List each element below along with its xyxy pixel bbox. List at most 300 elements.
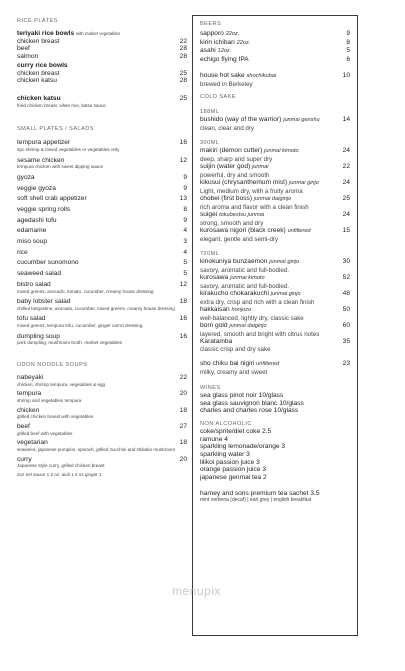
item-row [200, 258, 350, 267]
item-price: 24 [342, 146, 350, 154]
item-name [17, 206, 179, 214]
item-description: brewed in Berkeley [200, 80, 253, 88]
item-name-text: baby lobster salad [17, 298, 71, 306]
item-row [200, 338, 350, 346]
menu-item [200, 47, 350, 56]
menu-item: house hot sake shochikubai 10 [200, 71, 350, 79]
item-name [200, 147, 339, 156]
item-style: junmai ginjo [270, 290, 301, 297]
menu-item [17, 374, 187, 387]
item-price: 16 [179, 139, 187, 147]
menu-item [200, 163, 350, 179]
item-style: junmai daiginjo [253, 195, 292, 202]
item-price: 50 [342, 305, 350, 313]
item-price: 24 [342, 210, 350, 218]
item-row [200, 290, 350, 299]
item-name-text: bushido (way of the warrior) [200, 115, 282, 123]
item-row [200, 116, 350, 125]
item-price: 9 [183, 216, 187, 224]
item-price: 9 [183, 184, 187, 192]
item-row [17, 238, 187, 246]
menu-item [200, 195, 350, 211]
item-price: 8 [346, 38, 350, 46]
item-name-text: makiri (demon cutter) [200, 146, 263, 154]
teriyaki-bowls-title: teriyaki rice bowls with market vegetables [17, 30, 120, 37]
item-description: Light, medium dry, with a fruity aroma [200, 187, 303, 195]
item-name: sparkling water 3 [200, 451, 250, 459]
menu-item [200, 443, 350, 451]
item-name [17, 259, 179, 267]
item-name [17, 407, 176, 415]
item-row [17, 439, 187, 447]
item-name: ramune 4 [200, 435, 228, 443]
item-price: 9 [346, 30, 350, 37]
menu-item [17, 53, 187, 61]
item-row [17, 53, 187, 61]
menu-item [17, 238, 187, 246]
menu-item [17, 333, 187, 346]
menu-item [200, 274, 350, 290]
menu-item [200, 179, 350, 195]
item-name-text: sapporo [200, 30, 224, 37]
item-price: 5 [183, 259, 187, 267]
menu-item [17, 259, 187, 267]
item-price: 13 [179, 195, 187, 203]
item-name [200, 290, 339, 299]
item-price: 9 [183, 173, 187, 181]
item-row [17, 374, 187, 382]
item-price: 16 [179, 315, 187, 323]
item-description: 2pc shrimp & mixed vegetables or vegetables only [17, 146, 120, 152]
item-price: 10/glass [273, 407, 299, 415]
sake-size-heading: 300ML [200, 139, 220, 146]
item-name-text: cucumber sunomono [17, 259, 79, 267]
item-price: 4 [183, 248, 187, 256]
item-name-text: chicken [17, 406, 40, 414]
item-style: unfiltered [287, 227, 311, 234]
rice-plates-section [17, 18, 187, 108]
item-name-text: agedashi tofu [17, 216, 57, 224]
item-name: sparkling lemonade/orange 3 [200, 443, 286, 451]
menu-item [200, 30, 350, 39]
menu-item [200, 211, 350, 227]
item-name-text: veggie gyoza [17, 184, 56, 192]
item-name [200, 400, 350, 408]
menu-item [200, 39, 350, 48]
menu-item [200, 227, 350, 243]
item-name [200, 30, 342, 39]
item-name [17, 227, 179, 235]
item-name [200, 338, 339, 346]
item-name-text: curry [17, 455, 32, 463]
item-row [200, 322, 350, 331]
menu-item [17, 157, 187, 170]
item-row [17, 206, 187, 214]
item-description: pork dumpling, mushroom broth, market vegetables [17, 340, 122, 346]
item-name-text: suijin (water god) [200, 162, 251, 170]
item-name-text: miso soup [17, 238, 48, 246]
menu-item [200, 258, 350, 274]
menu-item [200, 147, 350, 163]
item-name [17, 77, 176, 85]
menu-item [200, 428, 350, 436]
section-heading: WINES [200, 384, 221, 391]
item-name-text: asahi [200, 47, 216, 55]
item-name-text: kinokuniya bunzaemon [200, 257, 268, 265]
item-name [17, 157, 176, 165]
item-name [200, 306, 339, 315]
menu-item [17, 270, 187, 278]
item-price: 10/glass [258, 391, 284, 399]
item-name [200, 47, 342, 56]
item-name-text: tempura [17, 390, 42, 398]
menu-item [17, 281, 187, 294]
item-price: 52 [342, 273, 350, 281]
item-price: 48 [342, 289, 350, 297]
item-description: milky, creamy and sweet [200, 368, 268, 376]
menu-item [17, 315, 187, 328]
item-row [17, 227, 187, 235]
menu-item [200, 459, 350, 467]
item-price: 16 [179, 332, 187, 340]
item-style: junmai [252, 163, 269, 170]
section-heading: RICE PLATES [17, 18, 58, 24]
item-name-text: soft shell crab appetizer [17, 195, 87, 203]
item-name-text: Karatamba [200, 337, 233, 345]
item-row [17, 45, 187, 53]
menu-item [17, 45, 187, 53]
item-name [17, 439, 176, 447]
item-name-text: chicken breast [17, 69, 60, 77]
item-name-text: rice [17, 248, 28, 256]
curry-bowls-title: curry rice bowls [17, 61, 68, 69]
item-name-text: tofu salad [17, 315, 46, 323]
item-row [17, 315, 187, 323]
section-heading: COLD SAKE [200, 93, 237, 100]
menu-item [17, 195, 187, 203]
item-name [17, 53, 176, 61]
item-price: 22 [179, 37, 187, 45]
item-name-text: born gold [200, 321, 228, 329]
menu-item [17, 38, 187, 46]
item-row [17, 423, 187, 431]
item-size: 22oz. [236, 39, 251, 46]
item-name [17, 270, 179, 278]
item-name: orange passion juice 3 [200, 466, 266, 474]
item-name-text: kirakucho chokarakuchi [200, 289, 269, 297]
item-row [17, 174, 187, 182]
item-price: 27 [179, 422, 187, 430]
item-name [200, 392, 350, 400]
item-price: 12 [179, 280, 187, 288]
item-row [17, 185, 187, 193]
item-name-text: bistro salad [17, 280, 51, 288]
item-style: junmai kimoto [230, 274, 265, 281]
item-name-text: dumpling soup [17, 332, 60, 340]
item-row [17, 259, 187, 267]
menu-item [17, 217, 187, 225]
item-description: deep, sharp and super dry [200, 155, 273, 163]
item-name: japanese genmai tea 2 [200, 474, 267, 482]
item-description: chilled langostine, avocado, cucumber, mixed greens, creamy house dressing [17, 305, 175, 311]
menu-item [17, 227, 187, 235]
item-description: mixed greens, avocado, tomato, cucumber, creamy house dressing [17, 288, 154, 294]
item-description: rich aroma and flavor with a clean finish [200, 203, 309, 211]
menu-item [17, 70, 187, 78]
item-row [17, 407, 187, 415]
menu-item [17, 298, 187, 311]
item-name [200, 211, 339, 220]
sake-size-heading: 720ML [200, 250, 220, 257]
item-name-text: beef [17, 422, 30, 430]
item-price: 3 [183, 238, 187, 246]
item-name [17, 456, 176, 464]
item-name [17, 390, 176, 398]
item-name-text: sesame chicken [17, 156, 65, 164]
menu-item [200, 56, 350, 64]
item-price: 28 [179, 77, 187, 85]
item-price: 35 [342, 337, 350, 345]
item-price: 25 [342, 194, 350, 202]
menu-item [200, 322, 350, 338]
item-name-text: vegetarian [17, 439, 48, 447]
watermark: menupix [172, 584, 221, 598]
item-description: savory, aromatic and full-bodied. [200, 266, 289, 274]
item-row [17, 77, 187, 85]
item-name [17, 195, 176, 203]
item-name [200, 258, 339, 267]
item-description: powerful, dry and smooth [200, 171, 270, 179]
menu-item [200, 474, 350, 482]
item-name-text: veggie spring rolls [17, 205, 71, 213]
item-name-text: edamame [17, 227, 47, 235]
item-price: 28 [179, 53, 187, 61]
item-row [200, 47, 350, 56]
item-name-text: kurosawa nigori (black creek) [200, 226, 286, 234]
menu-item [200, 451, 350, 459]
item-row [200, 30, 350, 39]
item-name [17, 281, 176, 289]
item-name [17, 333, 176, 341]
item-description: shrimp and vegetables tempura [17, 398, 82, 404]
item-style: junmai kimoto [264, 147, 299, 154]
item-name-text: chicken breast [17, 37, 60, 45]
item-price: 30 [342, 257, 350, 265]
item-name [17, 238, 179, 246]
item-price: 12 [179, 156, 187, 164]
item-name [200, 195, 339, 204]
item-name-text: beef [17, 45, 30, 53]
item-row [17, 281, 187, 289]
item-name-text: charles and charles rose [200, 407, 272, 415]
menu-item [17, 139, 187, 152]
item-row [200, 39, 350, 48]
item-description: classic crisp and dry sake [200, 345, 271, 353]
item-row [17, 270, 187, 278]
item-name-text: kirin ichiban [200, 38, 235, 46]
menu-item [17, 390, 187, 403]
item-name [200, 179, 339, 188]
item-row [200, 306, 350, 315]
item-price: 20 [179, 455, 187, 463]
item-price: 18 [179, 298, 187, 306]
item-price: 14 [342, 115, 350, 123]
section-heading: NON ALCOHOLIC [200, 420, 252, 427]
item-price: 18 [179, 406, 187, 414]
item-row [17, 249, 187, 257]
item-row [200, 147, 350, 156]
addons-line: 2oz eel sauce 1 2 oz. aioli 1 2 oz ginger 1 [17, 471, 102, 477]
menu-item [17, 423, 187, 436]
item-price: 8 [183, 205, 187, 213]
item-price: 6 [346, 56, 350, 64]
item-name-text: nabeyaki [17, 374, 44, 382]
section-heading: UDON NOODLE SOUPS [17, 362, 88, 369]
item-name [17, 139, 176, 147]
menu-item [200, 392, 350, 400]
menu-item [17, 77, 187, 85]
item-name-text: tempura appetizer [17, 139, 71, 147]
item-description: seaweed, japanese pumpkin, spinach, grilled zucchini and shiitake mushroom [17, 446, 176, 452]
item-name-text: sea glass sauvignon blanc [200, 399, 278, 407]
item-style: tokubestsu junmai [219, 211, 265, 218]
item-name-text: hakkaisan [200, 305, 230, 313]
item-price: 22 [179, 374, 187, 382]
sake-size-heading: 188ML [200, 108, 220, 115]
menu-item [17, 407, 187, 420]
item-style: honjozo [231, 306, 252, 313]
item-name-text: sea glass pinot noir [200, 391, 257, 399]
item-style: junmai ginjo [269, 258, 300, 265]
item-price: 22 [342, 162, 350, 170]
left-column [17, 18, 187, 477]
item-row [17, 456, 187, 464]
item-name [200, 407, 350, 415]
item-style: junmai ginjo [289, 179, 319, 186]
item-name-text: chobei (first boss) [200, 194, 253, 202]
item-row [200, 274, 350, 283]
menu-item [17, 206, 187, 214]
menu-item [17, 439, 187, 452]
item-name-text: suigei [200, 210, 218, 218]
menu-item [200, 116, 350, 132]
item-price: 24 [342, 178, 350, 186]
menu-item [17, 456, 187, 469]
drinks-box [192, 15, 358, 636]
item-price: 18 [179, 439, 187, 447]
item-name [200, 227, 339, 236]
item-name [200, 322, 339, 331]
menu-item [200, 407, 350, 415]
item-name [17, 423, 176, 431]
menu-item [200, 466, 350, 474]
item-row [200, 195, 350, 204]
item-name [17, 185, 179, 193]
item-name [200, 163, 339, 172]
item-row [17, 70, 187, 78]
small-plates-section [17, 126, 187, 346]
item-description: extra dry, crisp and rich with a clean finish [200, 298, 315, 306]
item-row [17, 195, 187, 203]
item-size: 22oz. [225, 31, 240, 37]
menu-item: harney and sons premium tea sachet 3.5 [200, 489, 320, 497]
item-name [200, 274, 339, 283]
item-price: 20 [179, 390, 187, 398]
item-description: savory, aromatic and full-bodied. [200, 282, 289, 290]
item-row [17, 390, 187, 398]
item-name-text: salmon [17, 53, 39, 61]
item-description: mixed greens, tempura tofu, cucumber, ginger carrot dressing [17, 323, 143, 329]
item-name-text: gyoza [17, 173, 35, 181]
item-name [17, 374, 176, 382]
menu-item [200, 290, 350, 306]
item-description: chicken, shrimp tempura, vegetables & egg [17, 381, 106, 387]
item-row [200, 227, 350, 236]
item-name [17, 217, 179, 225]
item-price: 15 [342, 226, 350, 234]
item-price: 5 [183, 270, 187, 278]
item-row [200, 56, 350, 64]
item-description: elegant, gentle and semi-dry [200, 235, 279, 243]
item-price: 25 [179, 69, 187, 77]
item-description: tempura chicken with sweet dipping sauce [17, 164, 104, 170]
item-name [200, 116, 339, 125]
item-name [17, 298, 176, 306]
item-price: 60 [342, 321, 350, 329]
item-name-text: kurosawa [200, 273, 229, 281]
item-description: well-balanced, lightly dry, classic sake [200, 314, 304, 322]
item-name-text: seaweed salad [17, 270, 61, 278]
item-description: fried chicken breast, white rice, katsu sauce [17, 102, 106, 108]
menu-item [17, 249, 187, 257]
item-price: 10/glass [279, 399, 304, 407]
item-row [17, 298, 187, 306]
item-name-text: echigo flying IPA [200, 56, 249, 64]
menu-item [200, 436, 350, 444]
menu-item [200, 306, 350, 322]
item-description: Japanese style curry, grilled chicken breast [17, 463, 105, 469]
item-row [200, 163, 350, 172]
item-name [17, 45, 176, 53]
item-name [200, 56, 342, 64]
menu-item [200, 400, 350, 408]
udon-section [17, 362, 187, 477]
item-row [17, 139, 187, 147]
item-name [17, 38, 176, 46]
menu-item [17, 174, 187, 182]
item-price: 28 [179, 45, 187, 53]
item-row [200, 179, 350, 188]
item-description: layered, smooth and bright with citrus notes [200, 330, 320, 338]
item-description: grilled beef with vegetables [17, 430, 73, 436]
section-heading: SMALL PLATES / SALADS [17, 126, 94, 133]
menu-item: chicken katsu 25 [17, 94, 187, 102]
tea-options: mint verbena (decaf) | earl grey | english breakfast [200, 496, 312, 503]
item-name [200, 39, 342, 48]
item-name [17, 249, 179, 257]
menu-item: sho chiku bai nigiri unfiltered 23 [200, 359, 350, 367]
item-row [200, 211, 350, 220]
item-style: junmai genshu [283, 116, 320, 123]
item-name-text: kikusui (chrysanthemum mist) [200, 178, 288, 186]
menu-item [200, 338, 350, 353]
item-name-text: chicken katsu [17, 77, 57, 85]
item-name: lilikoi passion juice 3 [200, 458, 260, 466]
item-row [17, 217, 187, 225]
item-style: junmai daiginjo [229, 322, 267, 329]
item-name [17, 174, 179, 182]
item-row [17, 38, 187, 46]
